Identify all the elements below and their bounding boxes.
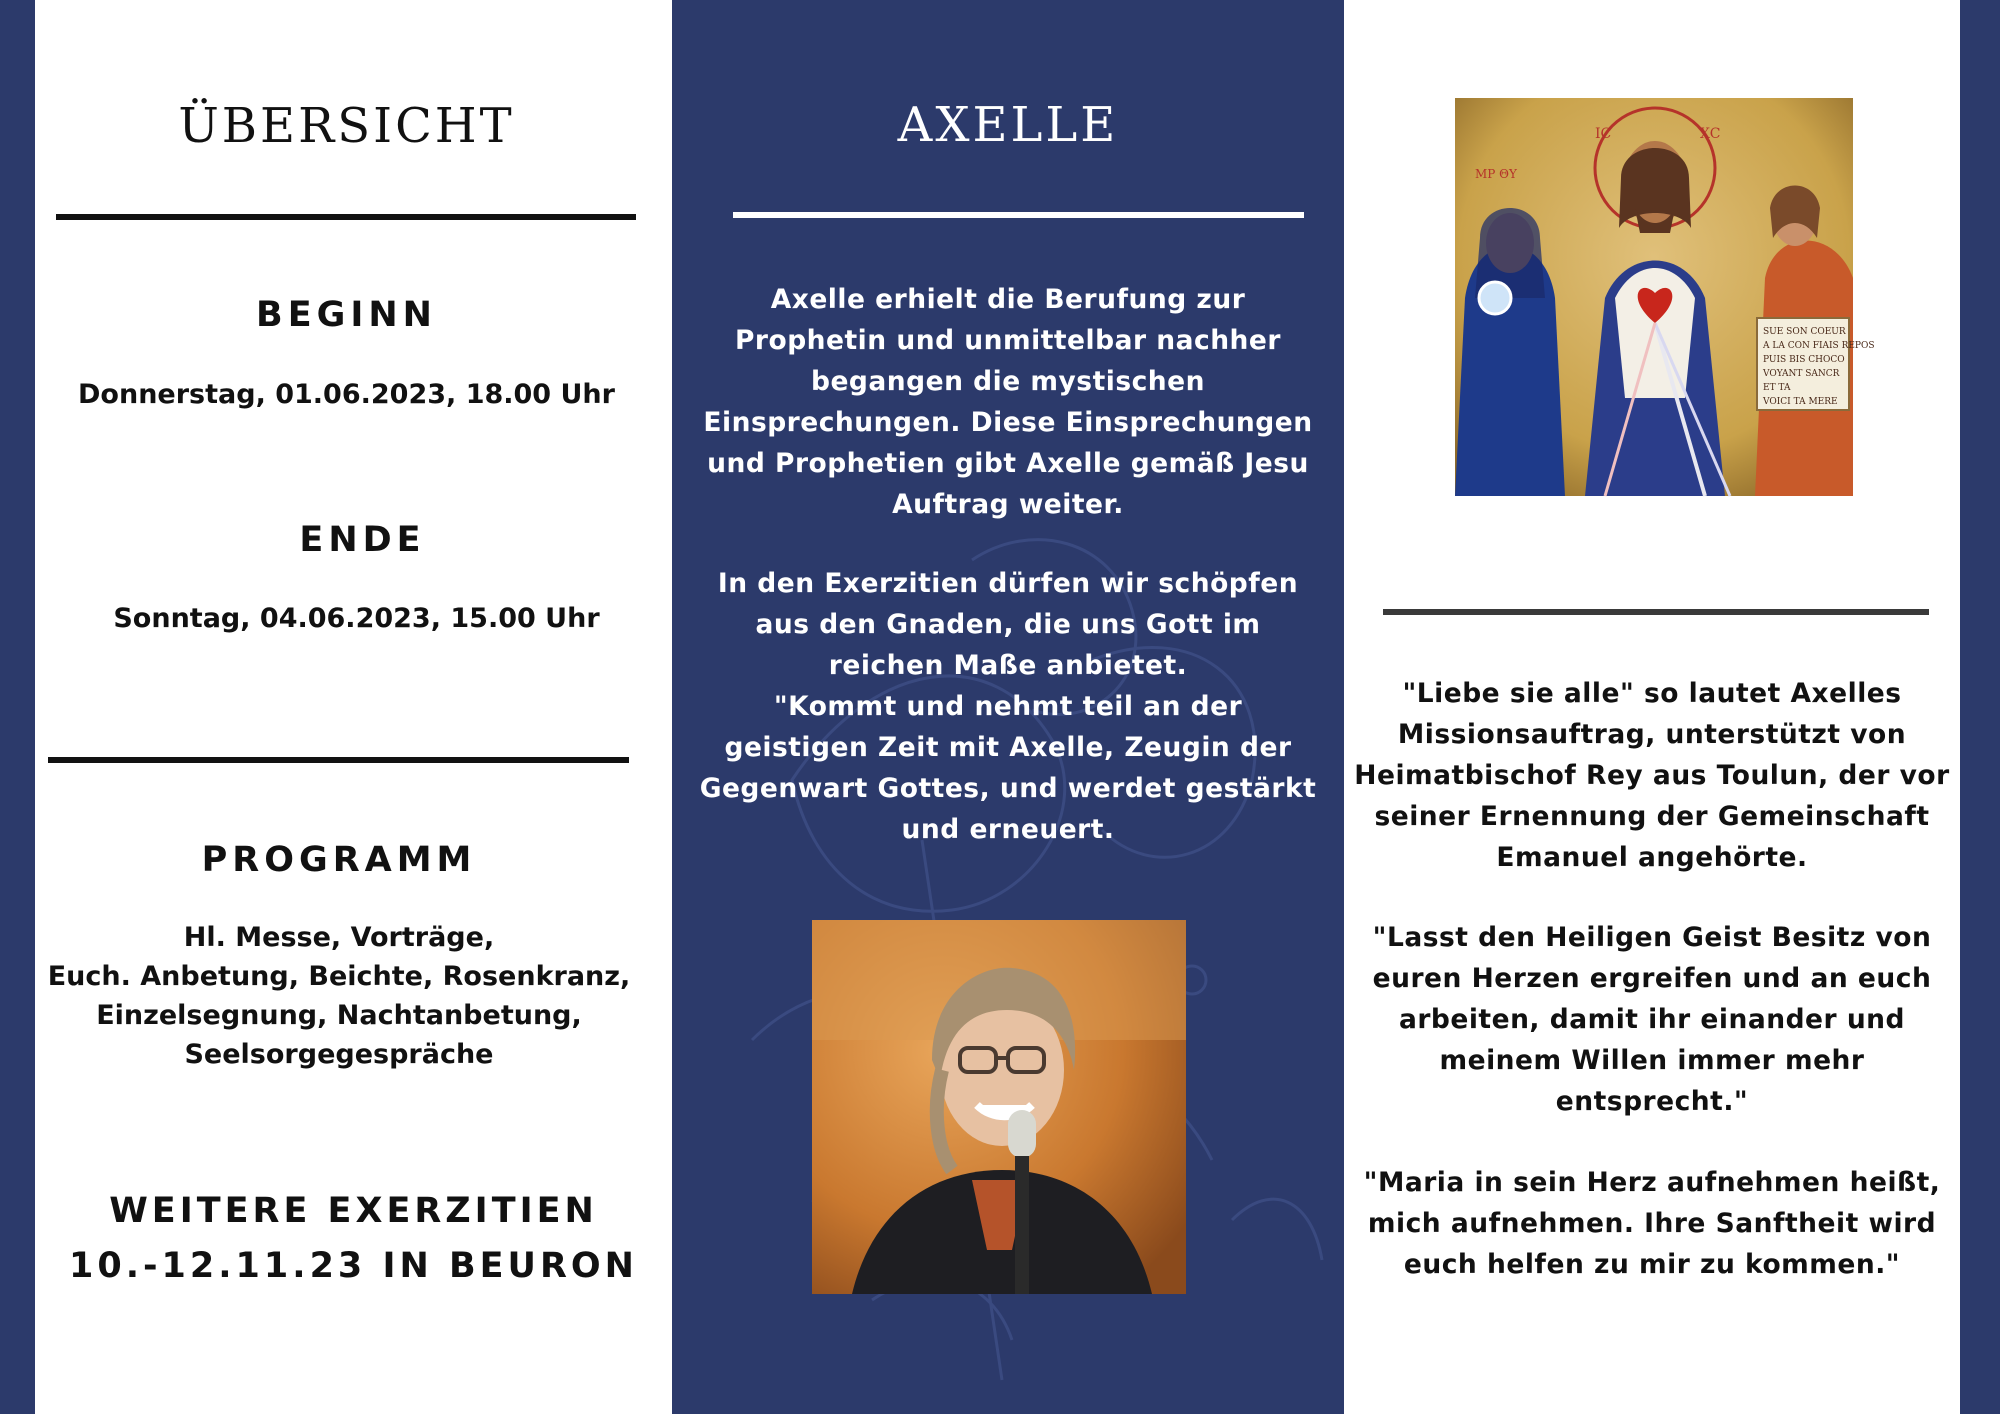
text-line: entsprecht." <box>1555 1086 1749 1117</box>
text-line: "Liebe sie alle" so lautet Axelles <box>1402 678 1902 709</box>
text-line: und Prophetien gibt Axelle gemäß Jesu <box>707 448 1309 479</box>
text-line: meinem Willen immer mehr <box>1439 1045 1865 1076</box>
scroll-line: ET TA <box>1763 383 1791 393</box>
ende-date: Sonntag, 04.06.2023, 15.00 Uhr <box>113 603 600 634</box>
scroll-line: VOICI TA MERE <box>1763 397 1838 407</box>
axelle-panel <box>672 0 1344 1414</box>
weitere-line-2: 10.-12.11.23 IN BEURON <box>69 1246 638 1286</box>
text-line: Emanuel angehörte. <box>1496 842 1808 873</box>
divine-mercy-icon-image <box>1455 98 1875 496</box>
programm-heading: PROGRAMM <box>201 840 477 880</box>
text-line: euch helfen zu mir zu kommen." <box>1403 1249 1901 1280</box>
text-line: arbeiten, damit ihr einander und <box>1398 1004 1906 1035</box>
text-line: geistigen Zeit mit Axelle, Zeugin der <box>724 732 1292 763</box>
scroll-line: A LA CON FIAIS REPOS <box>1763 341 1875 351</box>
text-line: "Maria in sein Herz aufnehmen heißt, <box>1363 1167 1941 1198</box>
text-line: mich aufnehmen. Ihre Sanftheit wird <box>1367 1208 1937 1239</box>
scroll-line: VOYANT SANCR <box>1763 369 1840 379</box>
axelle-title: AXELLE <box>897 97 1119 153</box>
text-line: Prophetin und unmittelbar nachher <box>735 325 1281 356</box>
programm-line: Hl. Messe, Vorträge, <box>183 922 495 953</box>
beginn-heading: BEGINN <box>256 295 437 335</box>
icon-letters-mp: ΜΡ ΘΥ <box>1475 167 1517 181</box>
text-line: Gegenwart Gottes, und werdet gestärkt <box>699 773 1317 804</box>
text-line: "Lasst den Heiligen Geist Besitz von <box>1372 922 1932 953</box>
text-line: Heimatbischof Rey aus Toulun, der vor <box>1354 760 1950 791</box>
weitere-exerzitien <box>35 1184 672 1294</box>
axelle-portrait-photo <box>812 920 1186 1294</box>
text-line: seiner Ernennung der Gemeinschaft <box>1374 801 1930 832</box>
text-line: begangen die mystischen <box>810 366 1206 397</box>
text-line: Axelle erhielt die Berufung zur <box>770 284 1246 315</box>
holy-spirit-quote <box>1344 917 1960 1122</box>
divider-top-mid <box>733 212 1304 218</box>
programm-line: Einzelsegnung, Nachtanbetung, <box>96 1000 582 1031</box>
scroll-line: PUIS BIS CHOCO <box>1763 355 1845 365</box>
text-line: und erneuert. <box>901 814 1115 845</box>
text-line: Auftrag weiter. <box>892 489 1124 520</box>
divider-top-left <box>56 214 636 220</box>
text-line: "Kommt und nehmt teil an der <box>773 691 1243 722</box>
text-line: Einsprechungen. Diese Einsprechungen <box>703 407 1313 438</box>
text-line: reichen Maße anbietet. <box>828 650 1188 681</box>
text-line: Missionsauftrag, unterstützt von <box>1397 719 1907 750</box>
scroll-line: SUE SON COEUR <box>1763 327 1846 337</box>
text-line: In den Exerzitien dürfen wir schöpfen <box>717 568 1299 599</box>
exerzitien-paragraph <box>672 563 1344 850</box>
icon-letters-xc: XC <box>1700 126 1721 142</box>
programm-line: Euch. Anbetung, Beichte, Rosenkranz, <box>47 961 631 992</box>
beginn-date: Donnerstag, 01.06.2023, 18.00 Uhr <box>78 379 615 410</box>
axelle-intro-paragraph <box>672 279 1344 525</box>
maria-quote <box>1344 1162 1960 1285</box>
mission-paragraph <box>1344 673 1960 878</box>
ende-heading: ENDE <box>299 520 426 560</box>
overview-panel <box>35 0 672 1414</box>
weitere-line-1: WEITERE EXERZITIEN <box>109 1191 598 1231</box>
divider-mid-left <box>48 757 629 763</box>
quotes-panel <box>1344 0 1960 1414</box>
text-line: euren Herzen ergreifen und an euch <box>1372 963 1932 994</box>
programm-list <box>35 918 643 1074</box>
programm-line: Seelsorgegespräche <box>184 1039 494 1070</box>
overview-title: ÜBERSICHT <box>178 98 515 154</box>
text-line: aus den Gnaden, die uns Gott im <box>755 609 1261 640</box>
icon-letters-ic: IC <box>1595 126 1612 142</box>
divider-right <box>1383 609 1929 615</box>
